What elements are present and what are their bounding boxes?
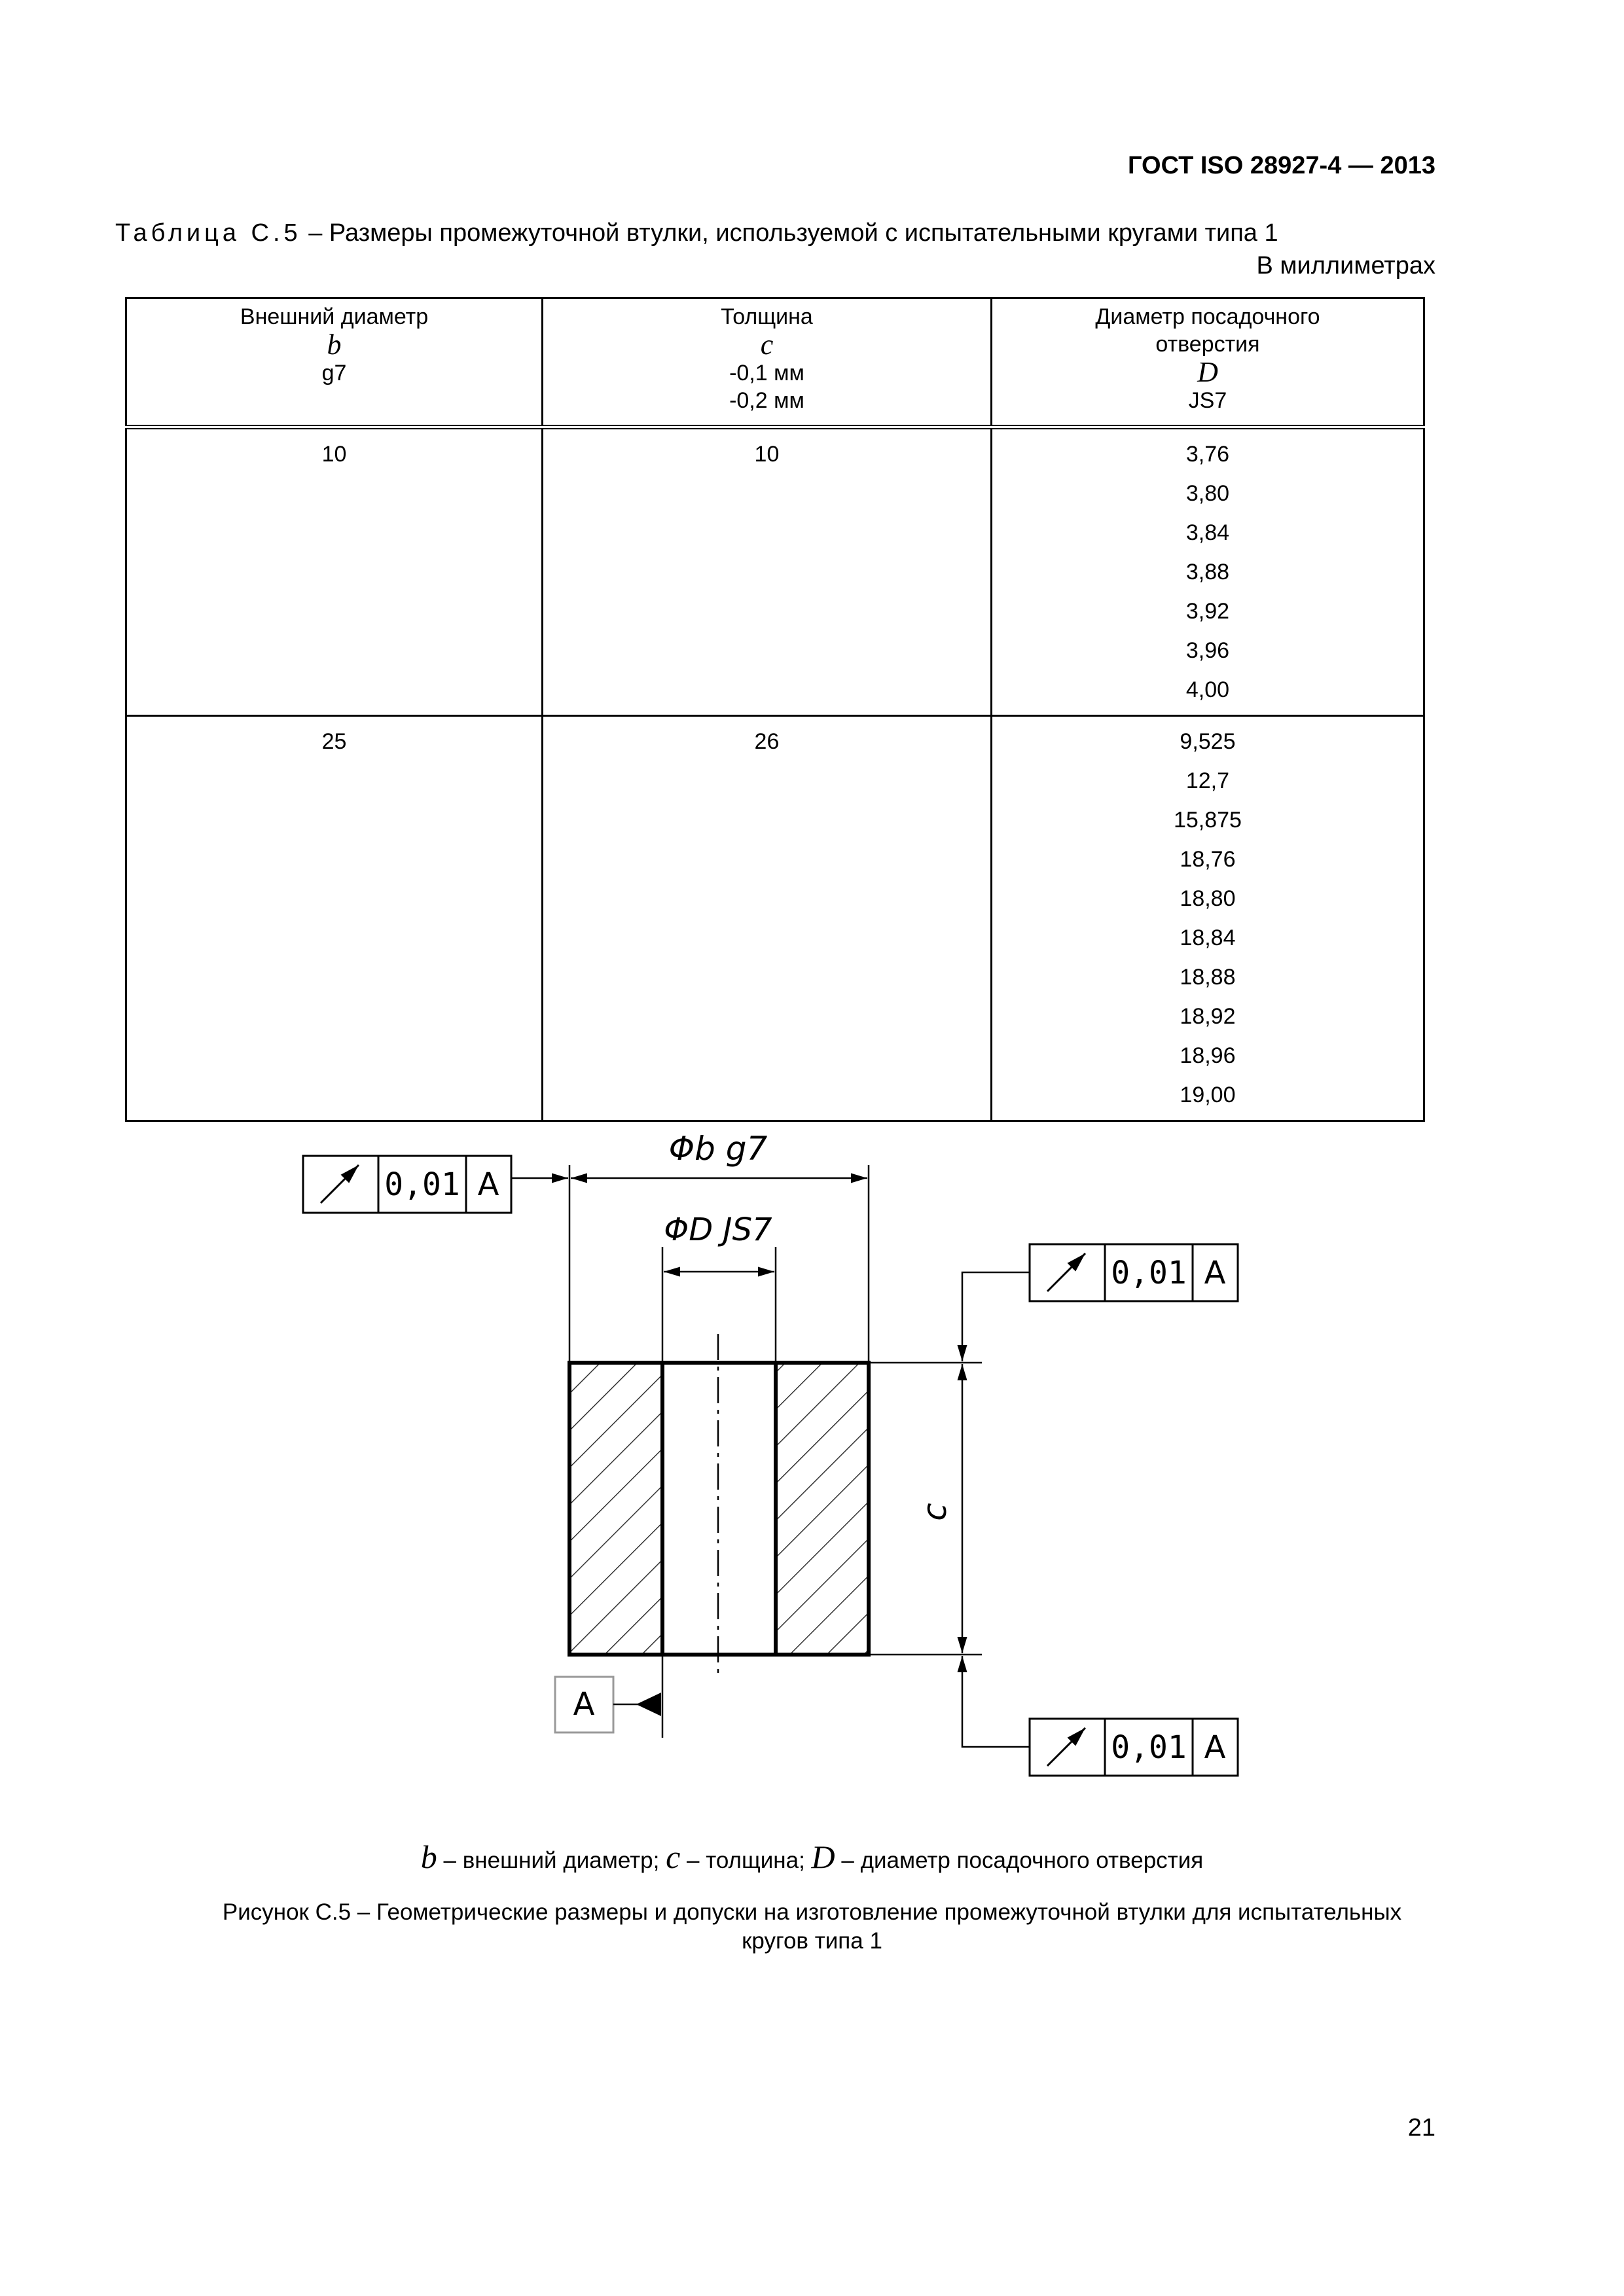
tolerance-frame-top: [962, 1244, 1238, 1361]
col-title-line2: отверстия: [1155, 332, 1260, 357]
cell-outer-diameter: [126, 427, 543, 716]
table-caption: [115, 219, 1278, 247]
legend-c-symbol: c: [666, 1839, 681, 1875]
bore-diameter-value: 18,96: [1180, 1043, 1236, 1068]
bushing-drawing: [0, 1126, 1624, 1820]
bore-diameter-value: 3,80: [1185, 481, 1230, 506]
bore-diameter-value: 9,525: [1180, 729, 1236, 754]
legend-b-symbol: b: [420, 1839, 437, 1875]
thickness-value: 10: [754, 442, 780, 467]
col-tolerance: JS7: [1188, 388, 1227, 413]
thickness-label: c: [916, 1503, 954, 1521]
bore-diameter-value: 3,96: [1185, 638, 1230, 663]
tolerance-datum: A: [477, 1166, 499, 1203]
col-header-outer-diameter: [126, 298, 543, 427]
table-caption-text: – Размеры промежуточной втулки, используемой с испытательными кругами типа 1: [301, 219, 1278, 247]
thickness-value: 26: [754, 729, 780, 754]
cell-bore-diameters: [991, 716, 1424, 1121]
datum-feature: [555, 1655, 662, 1738]
document-header: ГОСТ ISO 28927-4 — 2013: [1128, 152, 1435, 179]
outer-diameter-label: Φb g7: [668, 1130, 768, 1168]
col-tolerance: g7: [321, 361, 347, 386]
col-header-bore-diameter: [991, 298, 1424, 427]
tolerance-value: 0,01: [384, 1166, 460, 1203]
col-header-thickness: [543, 298, 992, 427]
bore-diameter-value: 19,00: [1180, 1083, 1236, 1107]
datum-label: A: [573, 1686, 595, 1723]
tolerance-value: 0,01: [1111, 1729, 1187, 1766]
cell-thickness: [543, 716, 992, 1121]
figure-caption-line1: Рисунок С.5 – Геометрические размеры и допуски на изготовление промежуточной втулки для испытательных: [222, 1899, 1402, 1925]
outer-diameter-value: 10: [321, 442, 347, 467]
tolerance-frame-outer: [303, 1156, 568, 1213]
bore-diameter-value: 18,92: [1180, 1004, 1236, 1029]
table-header-row: [126, 298, 1424, 427]
figure-caption: [98, 1898, 1526, 1956]
col-title: Толщина: [721, 304, 813, 329]
cell-bore-diameters: [991, 427, 1424, 716]
bushing-bore: [662, 1363, 776, 1655]
tolerance-value: 0,01: [1111, 1255, 1187, 1291]
cell-outer-diameter: [126, 716, 543, 1121]
table-row: [126, 716, 1424, 1121]
datum-triangle-icon: [636, 1693, 661, 1716]
table-units: В миллиметрах: [1256, 252, 1435, 279]
col-symbol: c: [760, 329, 774, 361]
table-row: [126, 427, 1424, 716]
bore-diameter-value: 3,76: [1185, 442, 1230, 467]
col-symbol: D: [1197, 356, 1218, 388]
bushing-wall-left: [569, 1363, 662, 1655]
outer-diameter-value: 25: [321, 729, 347, 754]
bore-diameter-value: 4,00: [1185, 677, 1230, 702]
bore-diameter-value: 18,84: [1180, 925, 1236, 950]
spec-table: [125, 297, 1425, 1122]
bore-diameter-value: 18,76: [1180, 847, 1236, 872]
bore-diameter-value: 3,92: [1185, 599, 1230, 624]
col-title: Диаметр посадочного: [1095, 304, 1320, 329]
legend-d-text: – диаметр посадочного отверстия: [835, 1848, 1204, 1873]
col-title: Внешний диаметр: [240, 304, 429, 329]
cell-thickness: [543, 427, 992, 716]
bore-diameter-value: 3,88: [1185, 560, 1230, 584]
col-tolerance-lower: -0,2 мм: [729, 388, 804, 413]
figure-legend: [0, 1838, 1624, 1876]
legend-d-symbol: D: [811, 1839, 835, 1875]
figure-caption-line2: кругов типа 1: [742, 1928, 882, 1954]
tolerance-datum: A: [1204, 1255, 1226, 1291]
bore-diameter-value: 18,80: [1180, 886, 1236, 911]
bore-diameter-value: 18,88: [1180, 965, 1236, 990]
bushing-wall-right: [776, 1363, 869, 1655]
tolerance-frame-bottom: [962, 1656, 1238, 1776]
bore-diameter-value: 3,84: [1185, 520, 1230, 545]
bore-diameter-value: 12,7: [1185, 768, 1230, 793]
legend-b-text: – внешний диаметр;: [437, 1848, 666, 1873]
table-caption-label: Таблица С.5: [115, 219, 302, 247]
col-tolerance: -0,1 мм: [729, 361, 804, 386]
col-symbol: b: [327, 329, 342, 361]
legend-c-text: – толщина;: [680, 1848, 812, 1873]
bore-diameter-label: ΦD JS7: [664, 1211, 772, 1248]
bore-diameter-value: 15,875: [1173, 808, 1242, 833]
page-number: 21: [1407, 2114, 1435, 2142]
tolerance-datum: A: [1204, 1729, 1226, 1766]
